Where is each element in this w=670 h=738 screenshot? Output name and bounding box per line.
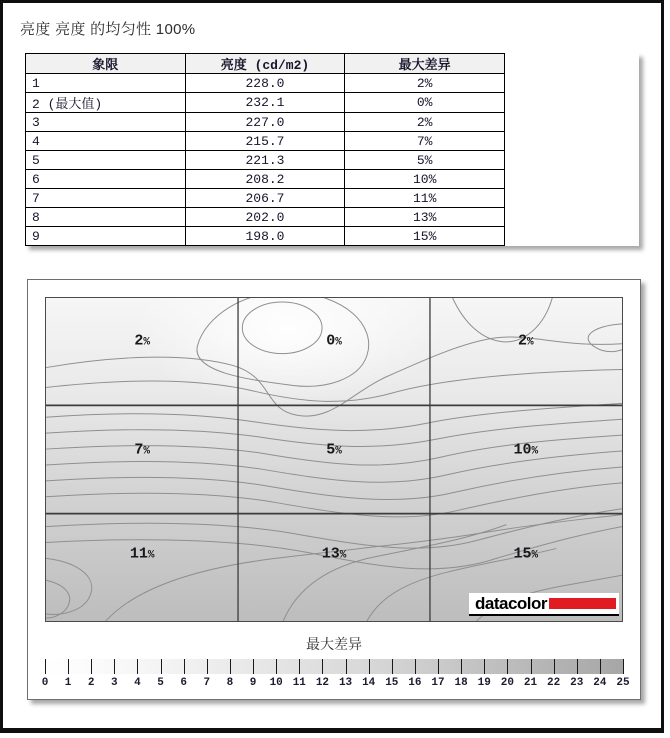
max-diff-scale — [41, 634, 630, 691]
table-row — [26, 113, 505, 132]
luminance-cell: 228.0 — [185, 74, 345, 93]
column-header-luminance: 亮度 (cd/m2) — [185, 54, 345, 74]
contour-plot — [45, 297, 623, 622]
luminance-cell: 232.1 — [185, 93, 345, 113]
scale-tick-number: 2 — [87, 677, 95, 689]
max-diff-cell: 2% — [345, 74, 505, 93]
scale-tick-mark — [114, 659, 115, 674]
quadrant-cell: 3 — [26, 113, 186, 132]
scale-tick-number: 18 — [454, 677, 468, 689]
column-header-max-diff: 最大差异 — [345, 54, 505, 74]
cell-percent-label: 5% — [326, 441, 342, 459]
cell-percent-label: 7% — [134, 441, 150, 459]
scale-tick-number: 22 — [547, 677, 561, 689]
scale-tick-mark — [415, 659, 416, 674]
scale-tick-number: 3 — [111, 677, 118, 689]
scale-tick-mark — [45, 659, 46, 674]
scale-tick-mark — [161, 659, 162, 674]
table-row — [26, 132, 505, 151]
uniformity-table-panel — [25, 53, 639, 246]
quadrant-cell: 4 — [26, 132, 186, 151]
scale-tick-mark — [91, 659, 92, 674]
luminance-cell: 198.0 — [185, 227, 345, 246]
column-header-quadrant: 象限 — [26, 54, 186, 74]
luminance-cell: 208.2 — [185, 170, 345, 189]
scale-tick-mark — [461, 659, 462, 674]
scale-tick-number: 5 — [157, 677, 164, 689]
scale-tick-number: 4 — [134, 677, 141, 689]
scale-tick-mark — [68, 659, 69, 674]
quadrant-cell: 2 (最大值) — [26, 93, 186, 113]
scale-tick-number: 23 — [570, 677, 584, 689]
scale-tick-number: 17 — [431, 677, 445, 689]
quadrant-cell: 9 — [26, 227, 186, 246]
quadrant-cell: 6 — [26, 170, 186, 189]
quadrant-cell: 8 — [26, 208, 186, 227]
max-diff-cell: 5% — [345, 151, 505, 170]
table-row — [26, 208, 505, 227]
table-row — [26, 170, 505, 189]
scale-tick-mark — [369, 659, 370, 674]
scale-tick-mark — [438, 659, 439, 674]
scale-tick-number: 7 — [203, 677, 211, 689]
scale-tick-number: 10 — [269, 677, 283, 689]
table-row — [26, 189, 505, 208]
cell-percent-label: 15% — [513, 545, 539, 563]
scale-tick-mark — [507, 659, 508, 674]
cell-percent-label: 10% — [513, 441, 539, 459]
scale-tick-number: 20 — [500, 677, 514, 689]
scale-tick-mark — [577, 659, 578, 674]
quadrant-cell: 5 — [26, 151, 186, 170]
datacolor-logo-text: datacolor — [475, 593, 548, 613]
max-diff-cell: 15% — [345, 227, 505, 246]
scale-tick-mark — [623, 659, 624, 674]
quadrant-cell: 1 — [26, 74, 186, 93]
max-diff-cell: 13% — [345, 208, 505, 227]
max-diff-cell: 2% — [345, 113, 505, 132]
scale-tick-number: 11 — [292, 677, 306, 689]
uniformity-table — [25, 53, 505, 246]
scale-tick-mark — [184, 659, 185, 674]
datacolor-logo-red-bar — [549, 598, 616, 609]
scale-tick-number: 6 — [180, 677, 188, 689]
quadrant-cell: 7 — [26, 189, 186, 208]
scale-tick-mark — [253, 659, 254, 674]
scale-tick-mark — [322, 659, 323, 674]
scale-tick-number: 13 — [338, 677, 353, 689]
scale-gradient-bar — [45, 659, 623, 674]
scale-tick-mark — [531, 659, 532, 674]
luminance-cell: 215.7 — [185, 132, 345, 151]
cell-percent-label: 0% — [326, 332, 342, 350]
luminance-cell: 227.0 — [185, 113, 345, 132]
scale-tick-number: 9 — [249, 677, 257, 689]
cell-percent-label: 11% — [129, 545, 155, 563]
table-header-row — [26, 54, 505, 74]
table-row — [26, 151, 505, 170]
uniformity-chart-panel — [27, 279, 641, 700]
page-title: 亮度 亮度 的均匀性 100% — [20, 21, 196, 38]
scale-tick-mark — [230, 659, 231, 674]
max-diff-cell: 10% — [345, 170, 505, 189]
scale-tick-number: 8 — [226, 677, 234, 689]
cell-percent-label: 13% — [321, 545, 347, 563]
scale-tick-labels — [41, 677, 630, 691]
scale-tick-mark — [137, 659, 138, 674]
scale-tick-mark — [554, 659, 555, 674]
table-body — [26, 74, 505, 246]
max-diff-cell: 0% — [345, 93, 505, 113]
scale-tick-number: 19 — [477, 677, 491, 689]
luminance-cell: 202.0 — [185, 208, 345, 227]
max-diff-cell: 7% — [345, 132, 505, 151]
scale-tick-number: 21 — [523, 677, 538, 689]
scale-tick-mark — [299, 659, 300, 674]
luminance-cell: 206.7 — [185, 189, 345, 208]
scale-tick-number: 24 — [593, 677, 607, 689]
scale-tick-number: 16 — [408, 677, 422, 689]
scale-tick-mark — [392, 659, 393, 674]
scale-tick-mark — [484, 659, 485, 674]
scale-tick-number: 14 — [362, 677, 376, 689]
scale-tick-mark — [207, 659, 208, 674]
cell-percent-label: 2% — [134, 332, 150, 350]
datacolor-logo — [469, 593, 619, 616]
scale-tick-number: 0 — [41, 677, 49, 689]
scale-tick-mark — [276, 659, 277, 674]
scale-tick-number: 15 — [385, 677, 399, 689]
cell-percent-label: 2% — [517, 332, 534, 350]
max-diff-cell: 11% — [345, 189, 505, 208]
scale-tick-mark — [600, 659, 601, 674]
scale-tick-number: 12 — [315, 677, 330, 689]
luminance-cell: 221.3 — [185, 151, 345, 170]
table-row — [26, 227, 505, 246]
table-row — [26, 74, 505, 93]
scale-tick-number: 1 — [64, 677, 72, 689]
scale-tick-mark — [346, 659, 347, 674]
scale-tick-number: 25 — [616, 677, 630, 689]
table-row — [26, 93, 505, 113]
scale-title: 最大差异 — [306, 636, 362, 652]
